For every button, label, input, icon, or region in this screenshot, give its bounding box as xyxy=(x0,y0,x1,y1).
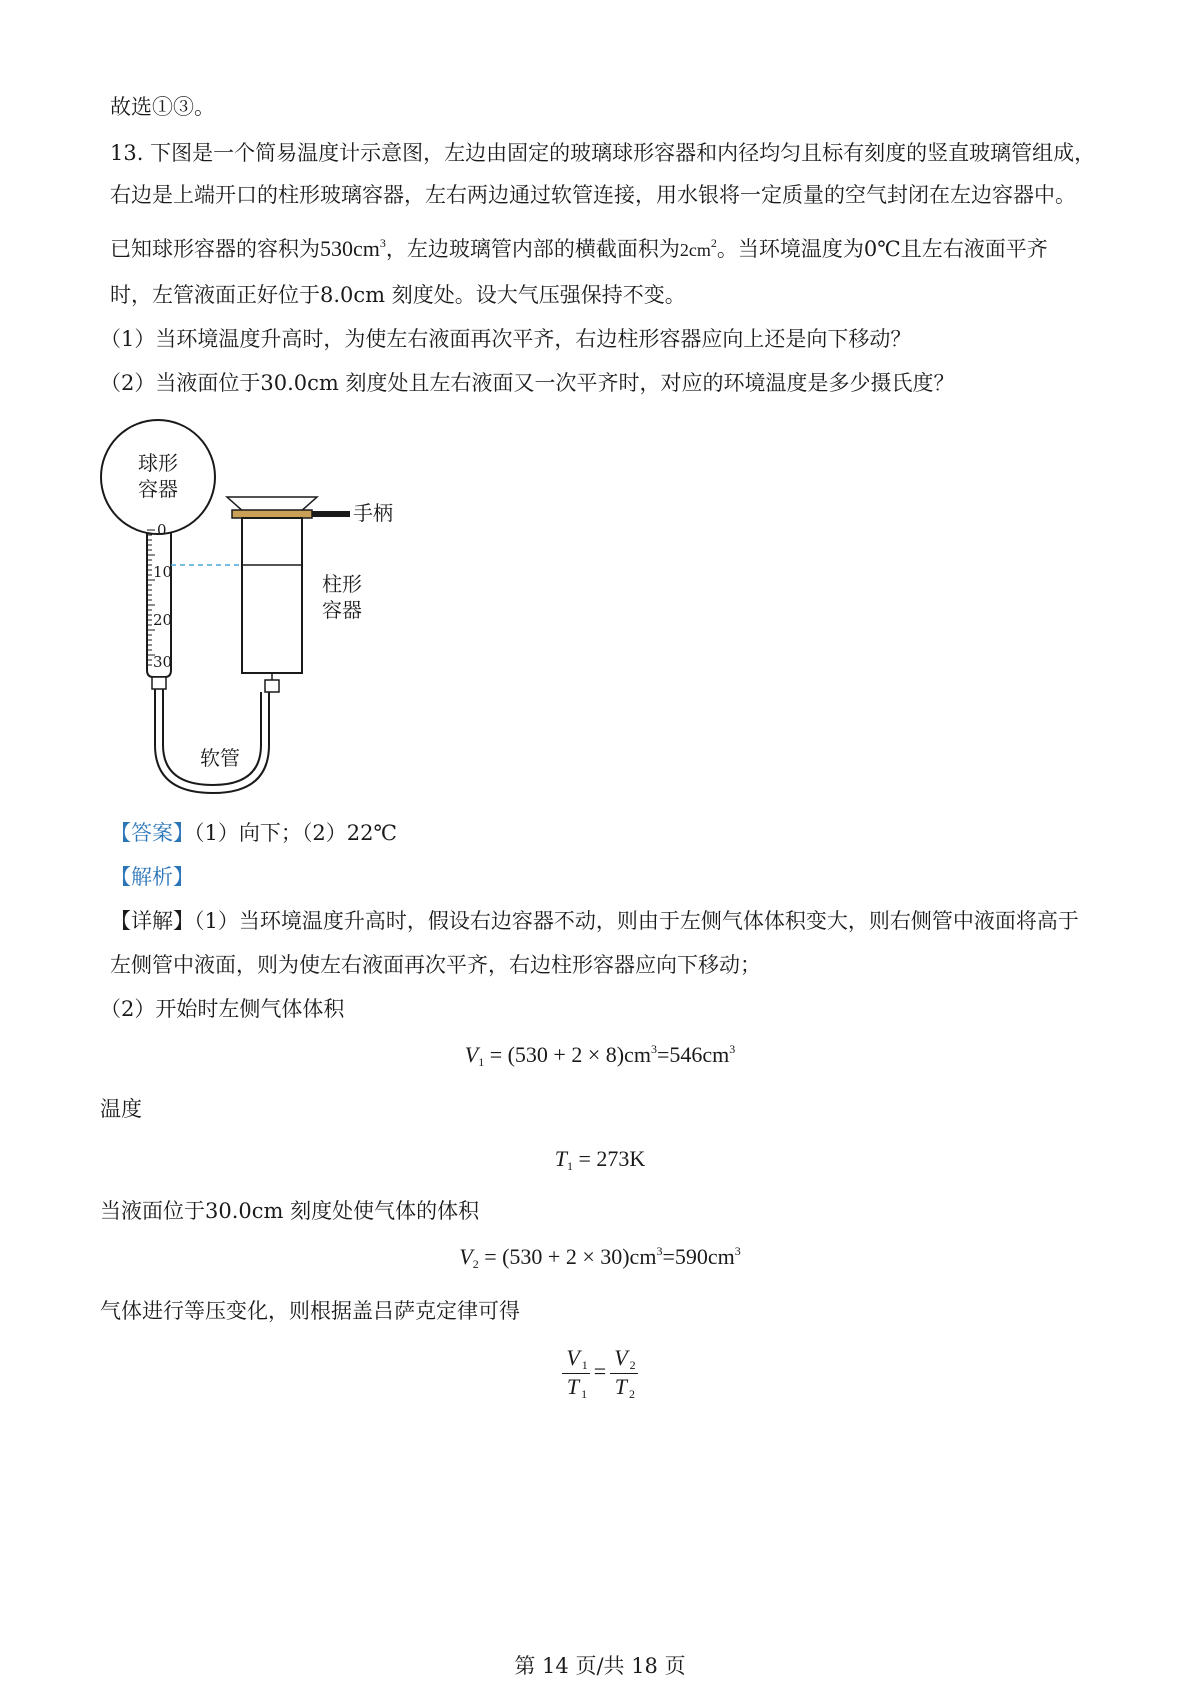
sub-question-2: （2）当液面位于30.0cm 刻度处且左右液面又一次平齐时，对应的环境温度是多少摄氏度？ xyxy=(100,371,955,395)
answer-text: （1）向下；（2）22℃ xyxy=(194,821,397,845)
detail-line-5: 气体进行等压变化，则根据盖吕萨克定律可得 xyxy=(100,1299,520,1323)
tick-label-0: 0 xyxy=(157,521,167,539)
left-connector xyxy=(152,677,166,689)
bulb-label-1: 球形 xyxy=(138,451,178,475)
tick-label-30: 30 xyxy=(153,653,173,671)
sub-question-1: （1）当环境温度升高时，为使左右液面再次平齐，右边柱形容器应向上还是向下移动？ xyxy=(100,327,912,351)
detail-line-1 xyxy=(110,906,1079,936)
equation-v2: $V_2 = (530 + 2 \times 30)cm^3=590cm^3$ xyxy=(459,1244,741,1271)
analysis-line xyxy=(110,862,194,892)
prev-answer-line: 故选①③。 xyxy=(110,95,215,119)
volume-value: $530cm^3$ xyxy=(320,236,386,261)
q3-a: 已知球形容器的容积为 xyxy=(110,237,320,261)
handle-rod xyxy=(312,511,350,517)
detail-p1a: （1）当环境温度升高时，假设右边容器不动，则由于左侧气体体积变大，则右侧管中液面将高于 xyxy=(194,909,1079,933)
cylinder-container xyxy=(242,518,302,673)
question-line-3 xyxy=(110,228,1048,265)
cylinder-label-2: 容器 xyxy=(322,598,362,622)
question-line-1: 13. 下图是一个简易温度计示意图，左边由固定的玻璃球形容器和内径均匀且标有刻度的竖直玻璃管组成， xyxy=(110,141,1096,165)
answer-tag: 【答案】 xyxy=(110,821,194,845)
detail-tag: 【详解】 xyxy=(110,909,194,933)
soft-hose xyxy=(155,689,269,793)
handle-label: 手柄 xyxy=(353,501,393,525)
equation-v1: $V_1 = (530 + 2 \times 8)cm^3=546cm^3$ xyxy=(464,1042,736,1069)
scale-ticks xyxy=(147,530,155,665)
tick-label-20: 20 xyxy=(153,611,173,629)
page-footer: 第 14 页/共 18 页 xyxy=(514,1654,686,1678)
detail-line-4: 当液面位于30.0cm 刻度处使气体的体积 xyxy=(100,1199,480,1223)
detail-line-2: 左侧管中液面，则为使左右液面再次平齐，右边柱形容器应向下移动； xyxy=(110,953,761,977)
cylinder-label-1: 柱形 xyxy=(322,572,362,596)
equation-t1: $T_1 = 273K$ xyxy=(554,1146,646,1173)
q3-e: 。当环境温度为 xyxy=(716,237,864,261)
temp-value: 0℃ xyxy=(863,237,901,261)
q3-c: ，左边玻璃管内部的横截面积为 xyxy=(385,237,680,261)
bulb-label-2: 容器 xyxy=(138,477,178,501)
hose-label: 软管 xyxy=(200,746,240,770)
detail-line-3: （2）开始时左侧气体体积 xyxy=(100,997,345,1021)
tick-label-10: 10 xyxy=(153,563,173,581)
answer-line xyxy=(110,818,397,848)
analysis-tag: 【解析】 xyxy=(110,865,194,889)
handle-bar xyxy=(232,510,312,518)
thermometer-figure xyxy=(95,415,435,815)
question-line-2: 右边是上端开口的柱形玻璃容器，左右两边通过软管连接，用水银将一定质量的空气封闭在左边容器中。 xyxy=(110,183,1076,207)
right-connector xyxy=(265,680,279,692)
q3-g: 且左右液面平齐 xyxy=(900,237,1048,261)
gay-lussac-equation: $\frac{V _1}{T _1}$ = $\frac{V _2}{T _2}$ xyxy=(0,1345,1200,1402)
area-value: $2cm^2$ xyxy=(679,236,717,260)
question-line-4: 时，左管液面正好位于8.0cm 刻度处。设大气压强保持不变。 xyxy=(110,283,686,307)
temperature-label: 温度 xyxy=(100,1097,142,1121)
